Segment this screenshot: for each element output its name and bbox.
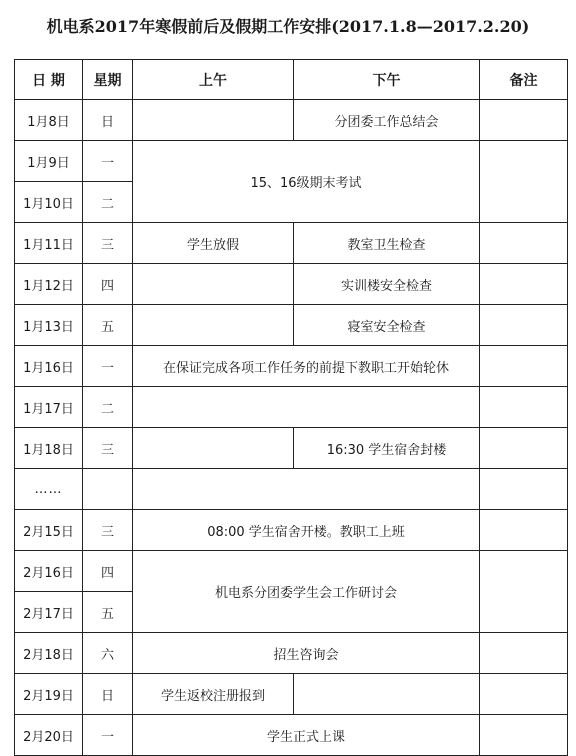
table-row xyxy=(15,141,568,182)
header-am: 上午 xyxy=(133,60,294,100)
date-cell: 1月13日 xyxy=(15,305,83,346)
weekday-cell: 五 xyxy=(83,305,133,346)
pm-cell: 实训楼安全检查 xyxy=(294,264,480,305)
pm-cell: 教室卫生检查 xyxy=(294,223,480,264)
merged-activity-cell: 15、16级期末考试 xyxy=(133,141,480,223)
table-row xyxy=(15,674,568,715)
weekday-cell: 二 xyxy=(83,387,133,428)
notes-cell xyxy=(480,674,568,715)
page-title: 机电系2017年寒假前后及假期工作安排(2017.1.8—2017.2.20) xyxy=(46,17,530,36)
notes-cell xyxy=(480,469,568,510)
pm-cell: 分团委工作总结会 xyxy=(294,100,480,141)
table-row xyxy=(15,264,568,305)
date-cell: 2月17日 xyxy=(15,592,83,633)
table-row xyxy=(15,346,568,387)
weekday-cell: 二 xyxy=(83,182,133,223)
header-notes: 备注 xyxy=(480,60,568,100)
date-cell: …… xyxy=(15,469,83,510)
pm-cell xyxy=(294,674,480,715)
table-row xyxy=(15,223,568,264)
merged-activity-cell: 机电系分团委学生会工作研讨会 xyxy=(133,551,480,633)
date-cell: 1月12日 xyxy=(15,264,83,305)
date-cell: 1月16日 xyxy=(15,346,83,387)
notes-cell xyxy=(480,141,568,223)
table-row xyxy=(15,551,568,592)
merged-activity-cell xyxy=(133,469,480,510)
table-row xyxy=(15,633,568,674)
notes-cell xyxy=(480,551,568,633)
am-cell: 学生放假 xyxy=(133,223,294,264)
date-cell: 2月15日 xyxy=(15,510,83,551)
weekday-cell: 日 xyxy=(83,100,133,141)
notes-cell xyxy=(480,510,568,551)
merged-activity-cell xyxy=(133,387,480,428)
pm-cell: 16:30 学生宿舍封楼 xyxy=(294,428,480,469)
table-row xyxy=(15,428,568,469)
merged-activity-cell: 08:00 学生宿舍开楼。教职工上班 xyxy=(133,510,480,551)
notes-cell xyxy=(480,715,568,756)
date-cell: 2月18日 xyxy=(15,633,83,674)
weekday-cell: 一 xyxy=(83,141,133,182)
header-pm: 下午 xyxy=(294,60,480,100)
weekday-cell: 三 xyxy=(83,428,133,469)
pm-cell: 寝室安全检查 xyxy=(294,305,480,346)
weekday-cell: 四 xyxy=(83,551,133,592)
table-row xyxy=(15,100,568,141)
date-cell: 2月20日 xyxy=(15,715,83,756)
weekday-cell: 一 xyxy=(83,346,133,387)
am-cell xyxy=(133,264,294,305)
date-cell: 1月8日 xyxy=(15,100,83,141)
schedule-table xyxy=(14,59,568,756)
notes-cell xyxy=(480,387,568,428)
date-cell: 1月18日 xyxy=(15,428,83,469)
weekday-cell: 一 xyxy=(83,715,133,756)
weekday-cell: 三 xyxy=(83,223,133,264)
notes-cell xyxy=(480,633,568,674)
date-cell: 1月10日 xyxy=(15,182,83,223)
date-cell: 1月17日 xyxy=(15,387,83,428)
header-row xyxy=(15,60,568,100)
weekday-cell: 六 xyxy=(83,633,133,674)
header-date: 日 期 xyxy=(15,60,83,100)
merged-activity-cell: 招生咨询会 xyxy=(133,633,480,674)
am-cell xyxy=(133,305,294,346)
notes-cell xyxy=(480,264,568,305)
table-row xyxy=(15,305,568,346)
am-cell xyxy=(133,428,294,469)
notes-cell xyxy=(480,223,568,264)
weekday-cell: 五 xyxy=(83,592,133,633)
merged-activity-cell: 学生正式上课 xyxy=(133,715,480,756)
notes-cell xyxy=(480,346,568,387)
am-cell xyxy=(133,100,294,141)
am-cell: 学生返校注册报到 xyxy=(133,674,294,715)
table-row xyxy=(15,387,568,428)
weekday-cell xyxy=(83,469,133,510)
weekday-cell: 日 xyxy=(83,674,133,715)
date-cell: 1月11日 xyxy=(15,223,83,264)
notes-cell xyxy=(480,305,568,346)
weekday-cell: 三 xyxy=(83,510,133,551)
header-weekday: 星期 xyxy=(83,60,133,100)
merged-activity-cell: 在保证完成各项工作任务的前提下教职工开始轮休 xyxy=(133,346,480,387)
notes-cell xyxy=(480,100,568,141)
date-cell: 2月19日 xyxy=(15,674,83,715)
table-row xyxy=(15,469,568,510)
notes-cell xyxy=(480,428,568,469)
date-cell: 2月16日 xyxy=(15,551,83,592)
table-row xyxy=(15,510,568,551)
weekday-cell: 四 xyxy=(83,264,133,305)
table-row xyxy=(15,715,568,756)
date-cell: 1月9日 xyxy=(15,141,83,182)
